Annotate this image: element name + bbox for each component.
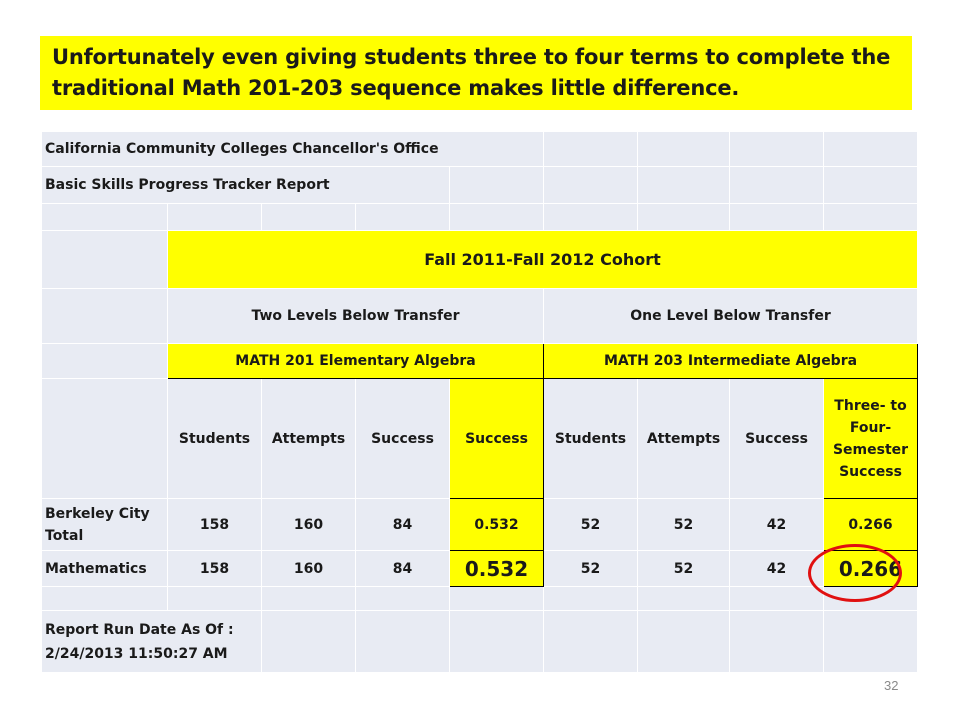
cell-students: 158	[168, 551, 262, 587]
office-name: California Community Colleges Chancellor's Office	[42, 132, 544, 167]
cell-attempts: 52	[638, 499, 730, 551]
report-title-row	[42, 167, 918, 204]
level-one-below: One Level Below Transfer	[544, 289, 918, 344]
cell-success: 42	[730, 499, 824, 551]
report-run-date: Report Run Date As Of : 2/24/2013 11:50:27 AM	[42, 611, 262, 673]
cohort-label: Fall 2011-Fall 2012 Cohort	[168, 231, 918, 289]
cell-success: 42	[730, 551, 824, 587]
header-attempts: Attempts	[262, 379, 356, 499]
spacer-row	[42, 587, 918, 611]
levels-row	[42, 289, 918, 344]
header-success-highlight: Success	[450, 379, 544, 499]
cohort-row	[42, 231, 918, 289]
table-row	[42, 551, 918, 587]
cell-success: 84	[356, 499, 450, 551]
cell-multi-semester-success-rate: 0.266	[824, 499, 918, 551]
headline-line-1: Unfortunately even giving students three to four terms to complete the	[52, 45, 891, 69]
cell-attempts: 160	[262, 551, 356, 587]
cell-success-rate: 0.532	[450, 551, 544, 587]
header-attempts: Attempts	[638, 379, 730, 499]
progress-tracker-table	[41, 131, 918, 673]
header-three-four-semester-success: Three- to Four-Semester Success	[824, 379, 918, 499]
cell-success: 84	[356, 551, 450, 587]
page-number: 32	[884, 678, 899, 693]
course-math-203: MATH 203 Intermediate Algebra	[544, 344, 918, 379]
run-date-row	[42, 611, 918, 673]
cell-multi-semester-success-rate: 0.266	[824, 551, 918, 587]
header-success: Success	[730, 379, 824, 499]
cell-students: 158	[168, 499, 262, 551]
level-two-below: Two Levels Below Transfer	[168, 289, 544, 344]
headline-banner	[40, 36, 912, 110]
table-row	[42, 499, 918, 551]
column-header-row	[42, 379, 918, 499]
report-title: Basic Skills Progress Tracker Report	[42, 167, 450, 204]
cell-attempts: 52	[638, 551, 730, 587]
office-row	[42, 132, 918, 167]
header-students: Students	[544, 379, 638, 499]
row-label: Mathematics	[42, 551, 168, 587]
courses-row	[42, 344, 918, 379]
header-students: Students	[168, 379, 262, 499]
row-label: Berkeley City Total	[42, 499, 168, 551]
headline-line-2: traditional Math 201-203 sequence makes little difference.	[52, 76, 740, 100]
highlight-circle	[808, 544, 902, 602]
cell-success-rate: 0.532	[450, 499, 544, 551]
cell-attempts: 160	[262, 499, 356, 551]
cell-students: 52	[544, 551, 638, 587]
header-success: Success	[356, 379, 450, 499]
course-math-201: MATH 201 Elementary Algebra	[168, 344, 544, 379]
spacer-row	[42, 204, 918, 231]
cell-students: 52	[544, 499, 638, 551]
